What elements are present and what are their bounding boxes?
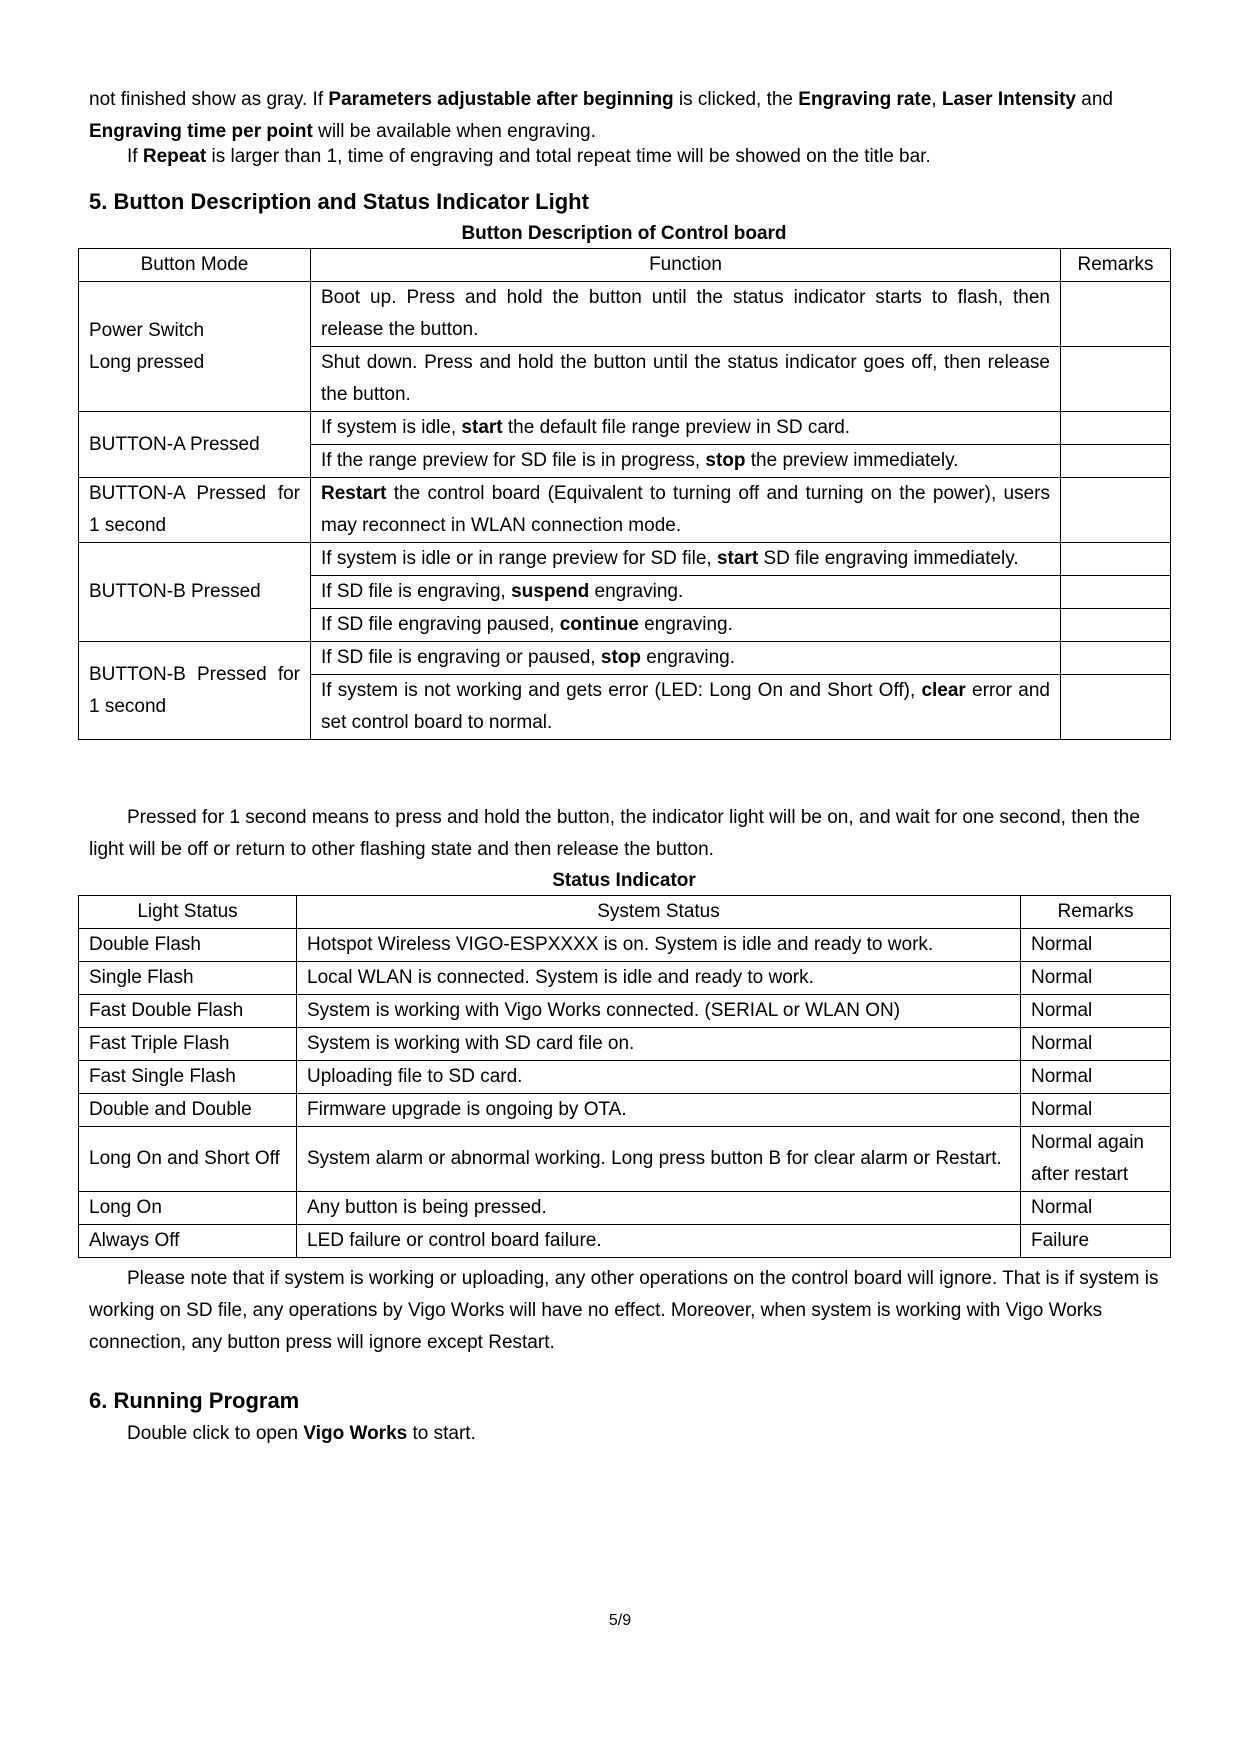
header-light-status: Light Status	[79, 896, 297, 929]
intro-paragraph-2: If Repeat is larger than 1, time of engraving and total repeat time will be showed on the title bar.	[127, 146, 931, 167]
system-status-cell: Any button is being pressed.	[297, 1192, 1021, 1225]
table-header-row	[79, 249, 1171, 282]
remarks-cell	[1061, 347, 1171, 412]
remarks-cell	[1061, 445, 1171, 478]
bold-term: Engraving time per point	[89, 121, 313, 142]
light-status-cell: Always Off	[79, 1225, 297, 1258]
bold-term: Vigo Works	[303, 1423, 408, 1444]
status-indicator-table	[78, 895, 1171, 1258]
function-cell: If system is idle or in range preview for SD file, start SD file engraving immediately.	[311, 543, 1061, 576]
remarks-cell	[1061, 675, 1171, 740]
button-description-table	[78, 248, 1171, 740]
header-remarks: Remarks	[1021, 896, 1171, 929]
light-status-cell: Long On	[79, 1192, 297, 1225]
function-cell: If SD file engraving paused, continue engraving.	[311, 609, 1061, 642]
bold-term: stop	[600, 647, 641, 668]
light-status-cell: Fast Single Flash	[79, 1061, 297, 1094]
bold-term: start	[716, 548, 759, 569]
button-mode-cell: BUTTON-A Pressed for 1 second	[79, 478, 311, 543]
table-row	[79, 282, 1171, 347]
status-table-caption: Status Indicator	[552, 870, 696, 891]
header-function: Function	[311, 249, 1061, 282]
bold-term: Restart	[321, 483, 387, 504]
status-remarks-cell: Failure	[1021, 1225, 1171, 1258]
remarks-cell	[1061, 543, 1171, 576]
table-row	[79, 1225, 1171, 1258]
table-row	[79, 642, 1171, 675]
table-row	[79, 412, 1171, 445]
function-cell: Restart the control board (Equivalent to turning off and turning on the power), users may reconnect in WLAN connection mode.	[311, 478, 1061, 543]
page-number: 5/9	[608, 1612, 632, 1629]
pressed-note-paragraph: Pressed for 1 second means to press and hold the button, the indicator light will be on, and wait for one second, then the light will be off or return to other flashing state and then release the button.	[89, 807, 1140, 860]
bold-term: clear	[921, 680, 966, 701]
status-table-body	[79, 929, 1171, 1258]
system-status-cell: System is working with SD card file on.	[297, 1028, 1021, 1061]
status-remarks-cell: Normal	[1021, 1094, 1171, 1127]
system-status-cell: Hotspot Wireless VIGO-ESPXXXX is on. System is idle and ready to work.	[297, 929, 1021, 962]
table-row	[79, 995, 1171, 1028]
system-status-cell: Local WLAN is connected. System is idle and ready to work.	[297, 962, 1021, 995]
bold-term: Laser Intensity	[941, 89, 1076, 110]
table-row	[79, 929, 1171, 962]
function-cell: If SD file is engraving or paused, stop engraving.	[311, 642, 1061, 675]
function-cell: If the range preview for SD file is in progress, stop the preview immediately.	[311, 445, 1061, 478]
button-mode-cell: BUTTON-B Pressed for 1 second	[79, 642, 311, 740]
bold-term: stop	[705, 450, 746, 471]
button-table-body	[79, 282, 1171, 740]
table-row	[79, 543, 1171, 576]
status-remarks-cell: Normal	[1021, 1061, 1171, 1094]
header-remarks: Remarks	[1061, 249, 1171, 282]
remarks-cell	[1061, 609, 1171, 642]
function-cell: Shut down. Press and hold the button until the status indicator goes off, then release the button.	[311, 347, 1061, 412]
status-remarks-cell: Normal again after restart	[1021, 1127, 1171, 1192]
light-status-cell: Double and Double	[79, 1094, 297, 1127]
table-header-row	[79, 896, 1171, 929]
status-remarks-cell: Normal	[1021, 962, 1171, 995]
table-row	[79, 478, 1171, 543]
button-mode-cell: BUTTON-A Pressed	[79, 412, 311, 478]
table-row	[79, 1127, 1171, 1192]
section-6-heading: 6. Running Program	[89, 1388, 300, 1413]
bold-term: Repeat	[142, 146, 207, 167]
system-status-cell: System alarm or abnormal working. Long press button B for clear alarm or Restart.	[297, 1127, 1021, 1192]
bold-term: Engraving rate	[798, 89, 932, 110]
system-status-cell: Firmware upgrade is ongoing by OTA.	[297, 1094, 1021, 1127]
function-cell: If SD file is engraving, suspend engraving.	[311, 576, 1061, 609]
light-status-cell: Single Flash	[79, 962, 297, 995]
system-status-cell: Uploading file to SD card.	[297, 1061, 1021, 1094]
table-row	[79, 1192, 1171, 1225]
remarks-cell	[1061, 576, 1171, 609]
table-row	[79, 1061, 1171, 1094]
remarks-cell	[1061, 642, 1171, 675]
light-status-cell: Double Flash	[79, 929, 297, 962]
status-remarks-cell: Normal	[1021, 929, 1171, 962]
button-table-caption: Button Description of Control board	[461, 223, 787, 244]
status-remarks-cell: Normal	[1021, 995, 1171, 1028]
function-cell: If system is idle, start the default file range preview in SD card.	[311, 412, 1061, 445]
system-status-cell: LED failure or control board failure.	[297, 1225, 1021, 1258]
intro-paragraph-1: not finished show as gray. If Parameters adjustable after beginning is clicked, the Engraving rate, Laser Intensity and Engraving time per point will be available when engraving.	[89, 89, 1113, 142]
light-status-cell: Fast Triple Flash	[79, 1028, 297, 1061]
header-button-mode: Button Mode	[79, 249, 311, 282]
table-row	[79, 1028, 1171, 1061]
working-note-paragraph: Please note that if system is working or uploading, any other operations on the control board will ignore. That is if system is working on SD file, any operations by Vigo Works will have no effect. Moreover, when system is working with Vigo Works connection, any button press will ignore except Restart.	[89, 1268, 1159, 1353]
section-6-paragraph: Double click to open Vigo Works to start.	[127, 1423, 476, 1444]
light-status-cell: Fast Double Flash	[79, 995, 297, 1028]
remarks-cell	[1061, 412, 1171, 445]
status-remarks-cell: Normal	[1021, 1028, 1171, 1061]
button-mode-cell: Power Switch Long pressed	[79, 282, 311, 412]
status-remarks-cell: Normal	[1021, 1192, 1171, 1225]
button-mode-cell: BUTTON-B Pressed	[79, 543, 311, 642]
header-system-status: System Status	[297, 896, 1021, 929]
table-row	[79, 1094, 1171, 1127]
bold-term: suspend	[511, 581, 590, 602]
function-cell: Boot up. Press and hold the button until the status indicator starts to flash, then release the button.	[311, 282, 1061, 347]
bold-term: continue	[559, 614, 639, 635]
system-status-cell: System is working with Vigo Works connected. (SERIAL or WLAN ON)	[297, 995, 1021, 1028]
bold-term: start	[461, 417, 503, 438]
bold-term: Parameters adjustable after beginning	[328, 89, 674, 110]
remarks-cell	[1061, 478, 1171, 543]
light-status-cell: Long On and Short Off	[79, 1127, 297, 1192]
section-5-heading: 5. Button Description and Status Indicator Light	[89, 189, 589, 214]
remarks-cell	[1061, 282, 1171, 347]
function-cell: If system is not working and gets error (LED: Long On and Short Off), clear error and set control board to normal.	[311, 675, 1061, 740]
table-row	[79, 962, 1171, 995]
